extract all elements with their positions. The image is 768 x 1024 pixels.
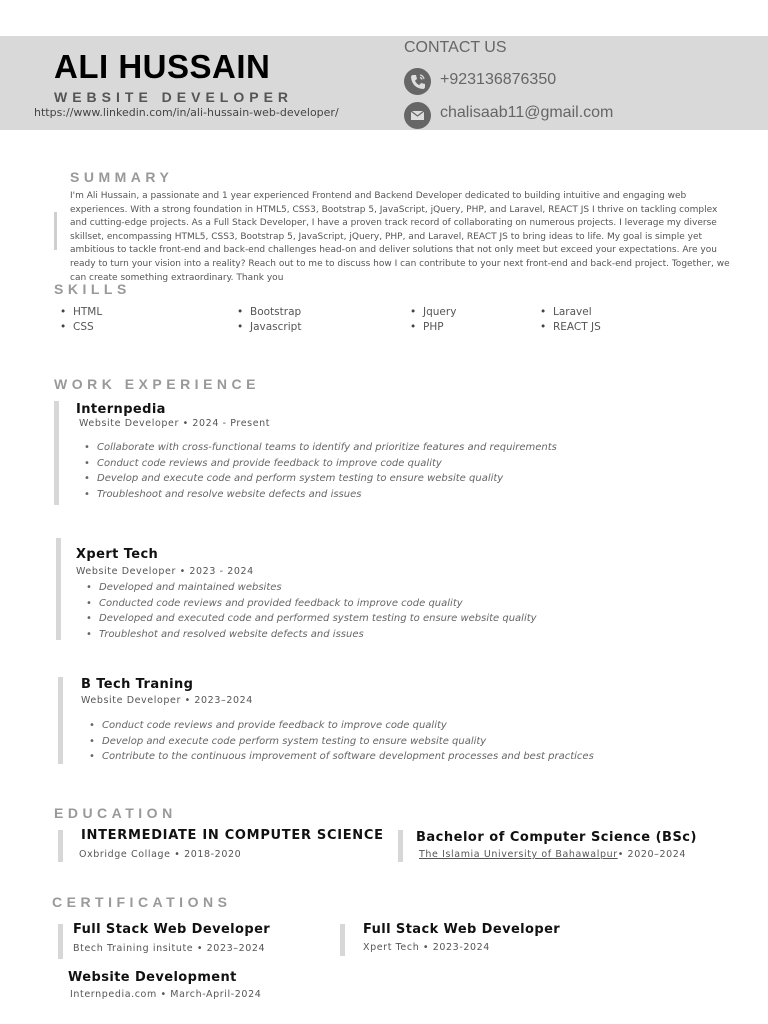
certification-name: Full Stack Web Developer — [73, 922, 271, 937]
education-accent-bar — [58, 830, 63, 862]
certification-meta: Btech Training insitute • 2023–2024 — [73, 943, 266, 954]
summary-heading: SUMMARY — [70, 169, 174, 185]
certification-name: Website Development — [68, 970, 237, 985]
job-bullet: • Contribute to the continuous improvement of software development processes and best practices — [102, 749, 594, 765]
skill-item: • PHP — [423, 321, 444, 333]
job-meta: Website Developer • 2023–2024 — [81, 695, 253, 706]
job-meta: Website Developer • 2023 - 2024 — [76, 566, 254, 577]
skill-item: • CSS — [73, 321, 94, 333]
education-heading: EDUCATION — [54, 805, 177, 821]
certification-meta: Internpedia.com • March-April-2024 — [70, 989, 262, 1000]
skill-item: • Javascript — [250, 321, 301, 333]
job-bullet: • Conduct code reviews and provide feedback to improve code quality — [97, 456, 557, 472]
job-bullet: • Troubleshoot and resolve website defects and issues — [97, 487, 557, 503]
job-bullets — [99, 580, 537, 642]
job-bullet: • Develop and execute code and perform system testing to ensure website quality — [97, 471, 557, 487]
skill-item: • HTML — [73, 306, 102, 318]
job-accent-bar — [54, 401, 59, 505]
skill-item: • Bootstrap — [250, 306, 301, 318]
certifications-heading: CERTIFICATIONS — [52, 894, 232, 910]
job-meta: Website Developer • 2024 - Present — [79, 418, 271, 429]
education-degree: INTERMEDIATE IN COMPUTER SCIENCE — [81, 828, 384, 843]
linkedin-link[interactable]: https://www.linkedin.com/in/ali-hussain-web-developer/ — [34, 106, 339, 119]
skill-item: • REACT JS — [553, 321, 601, 333]
work-experience-heading: WORK EXPERIENCE — [54, 376, 260, 392]
job-bullet: • Develop and execute code perform system testing to ensure website quality — [102, 734, 594, 750]
job-company: Internpedia — [76, 402, 166, 417]
job-bullet: • Developed and executed code and performed system testing to ensure website quality — [99, 611, 537, 627]
education-accent-bar — [398, 830, 403, 862]
certification-meta: Xpert Tech • 2023-2024 — [363, 942, 490, 953]
job-company: B Tech Traning — [81, 677, 194, 692]
education-years: • 2018-2020 — [170, 849, 242, 860]
job-bullet: • Conduct code reviews and provide feedback to improve code quality — [102, 718, 594, 734]
job-bullets — [97, 440, 557, 502]
contact-phone[interactable]: +923136876350 — [440, 71, 557, 88]
education-school-line — [419, 849, 686, 860]
skill-item: • Laravel — [553, 306, 592, 318]
job-bullet: • Developed and maintained websites — [99, 580, 537, 596]
summary-accent-bar — [54, 212, 57, 250]
candidate-name: ALI HUSSAIN — [54, 48, 271, 85]
phone-icon — [404, 68, 431, 95]
certification-name: Full Stack Web Developer — [363, 922, 561, 937]
candidate-role: WEBSITE DEVELOPER — [54, 89, 294, 105]
job-bullets — [102, 718, 594, 765]
education-years: • 2020–2024 — [617, 849, 687, 860]
mail-icon — [404, 102, 431, 129]
contact-title: CONTACT US — [404, 39, 507, 56]
certification-accent-bar — [58, 924, 63, 959]
job-accent-bar — [58, 677, 63, 764]
job-company: Xpert Tech — [76, 547, 159, 562]
job-bullet: • Troubleshot and resolved website defects and issues — [99, 627, 537, 643]
summary-text: I'm Ali Hussain, a passionate and 1 year experienced Frontend and Backend Developer dedicated to building intuitive and engaging web experiences. With a strong foundation in HTML5, CSS3, Bootstrap 5, JavaScript, jQuery, PHP, and Laravel, REACT JS I thrive on tackling complex and cutting-edge projects. As a Full Stack Developer, I have a proven track record of collaborating on numerous projects. I leverage my diverse skillset, encompassing HTML5, CSS3, Bootstrap 5, JavaScript, jQuery, PHP, and Laravel, REACT JS to bring ideas to life. My goal is simple yet ambitious to tackle front-end and back-end challenges head-on and deliver solutions that not only meet but exceed your expectations. Are you ready to turn your vision into a reality? Reach out to me to discuss how I can contribute to your next front-end and back-end project. Together, we can create something extraordinary. Thank you — [70, 191, 730, 283]
skills-heading: SKILLS — [54, 281, 131, 297]
skill-item: • Jquery — [423, 306, 456, 318]
job-bullet: • Collaborate with cross-functional teams to identify and prioritize features and requirements — [97, 440, 557, 456]
certification-accent-bar — [340, 924, 345, 956]
education-degree: Bachelor of Computer Science (BSc) — [416, 830, 697, 845]
job-bullet: • Conducted code reviews and provided feedback to improve code quality — [99, 596, 537, 612]
contact-email[interactable]: chalisaab11@gmail.com — [440, 104, 614, 121]
education-school-line — [79, 849, 241, 860]
education-school[interactable]: The Islamia University of Bahawalpur — [419, 849, 618, 860]
education-school: Oxbridge Collage — [79, 849, 171, 860]
job-accent-bar — [56, 538, 61, 640]
